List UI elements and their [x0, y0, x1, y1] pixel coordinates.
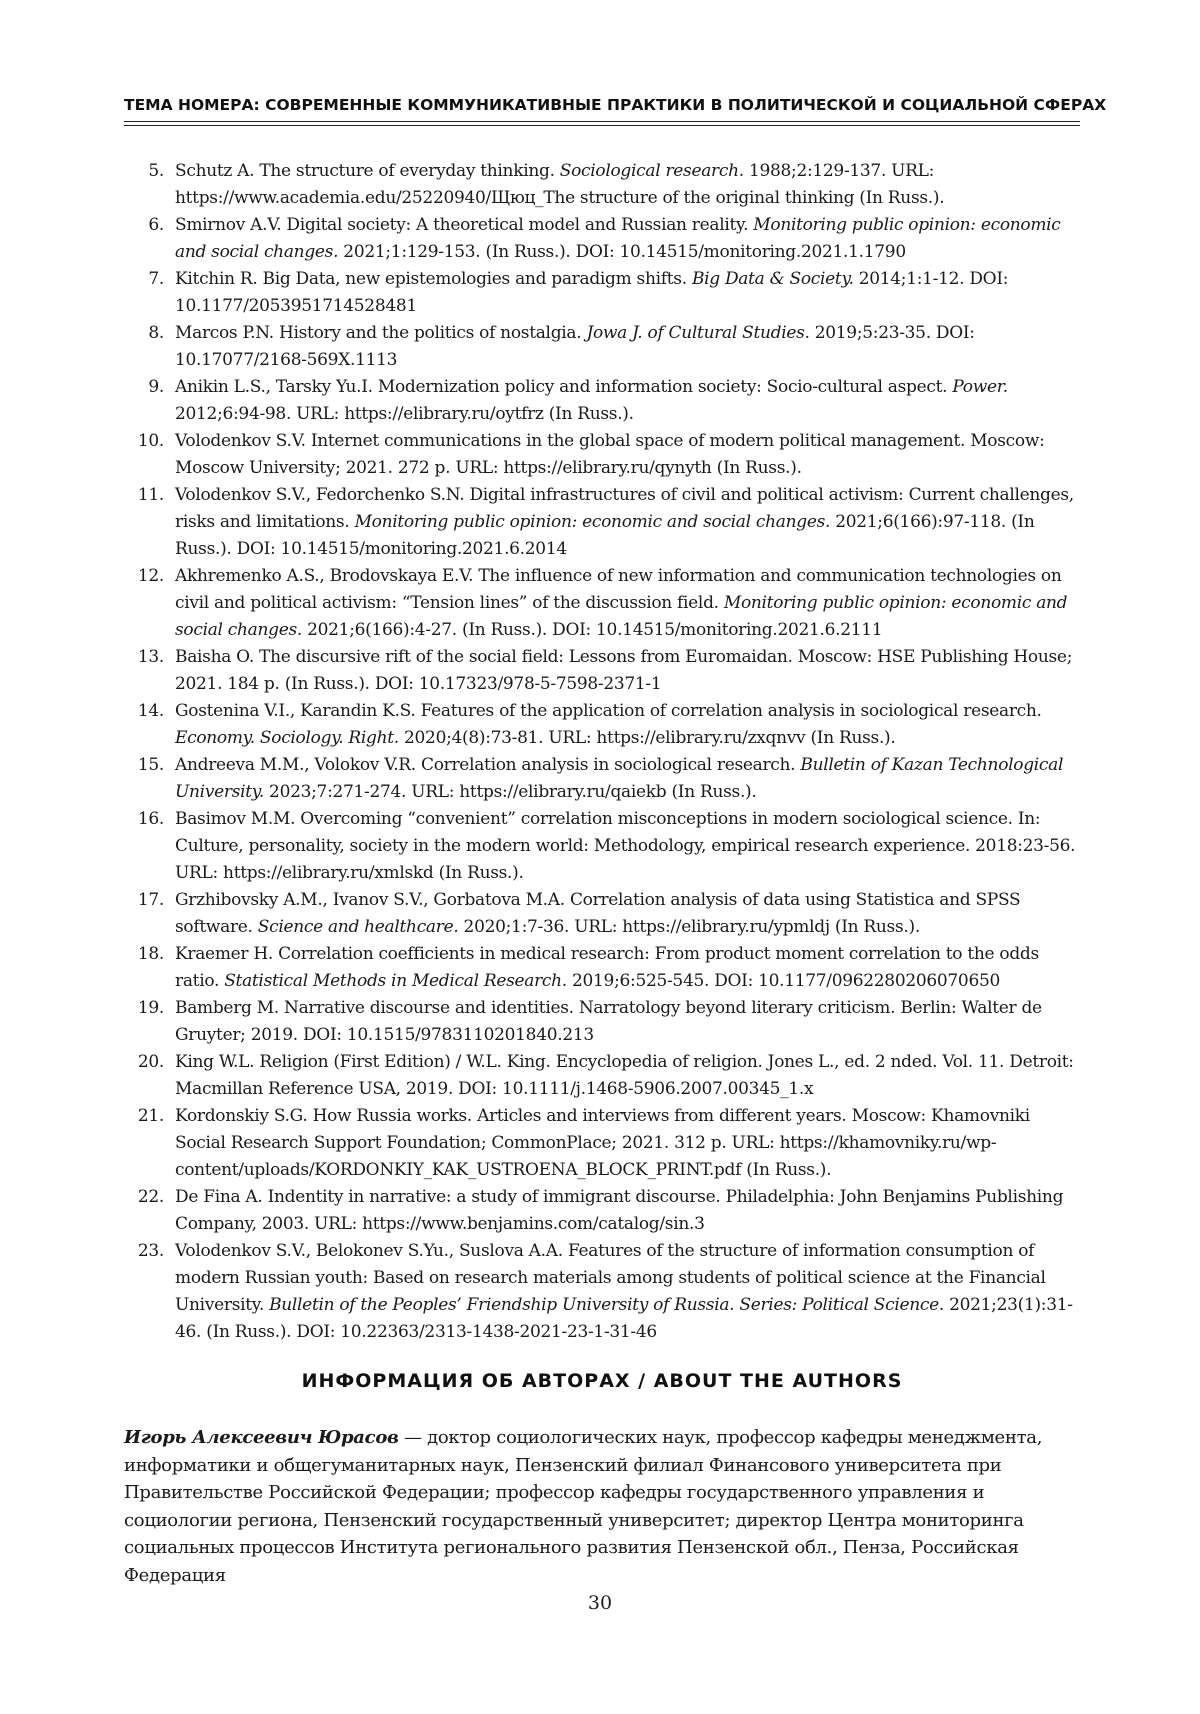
reference-text: Schutz A. The structure of everyday thinking. — [175, 161, 560, 181]
reference-number: 19. — [130, 995, 164, 1022]
reference-text: Anikin L.S., Tarsky Yu.I. Modernization policy and information society: Socio-cultural aspect. — [175, 377, 952, 397]
reference-text: Smirnov A.V. Digital society: A theoretical model and Russian reality. — [175, 215, 753, 235]
reference-number: 10. — [130, 428, 164, 455]
reference-item — [130, 1049, 1080, 1103]
reference-number: 12. — [130, 563, 164, 590]
reference-item — [130, 428, 1080, 482]
reference-number: 5. — [130, 158, 164, 185]
reference-source: Monitoring public opinion: economic and social changes. — [175, 593, 1067, 640]
reference-source: Bulletin of Kazan Technological University. — [175, 755, 1063, 802]
reference-item — [130, 1184, 1080, 1238]
reference-text: Kraemer H. Correlation coefficients in medical research: From product moment correlation to the odds ratio. — [175, 944, 1039, 991]
reference-item — [130, 374, 1080, 428]
reference-number: 20. — [130, 1049, 164, 1076]
reference-details: 2019;5:23-35. DOI: 10.17077/2168-569X.1113 — [175, 323, 975, 370]
reference-item — [130, 1103, 1080, 1184]
page-number: 30 — [0, 1592, 1200, 1614]
reference-item — [130, 941, 1080, 995]
reference-details: 2019;6:525-545. DOI: 10.1177/0962280206070650 — [567, 971, 1000, 991]
reference-number: 13. — [130, 644, 164, 671]
reference-text: Grzhibovsky A.M., Ivanov S.V., Gorbatova M.A. Correlation analysis of data using Statistica and SPSS software. — [175, 890, 1020, 937]
reference-item — [130, 266, 1080, 320]
reference-text: Bamberg M. Narrative discourse and identities. Narratology beyond literary criticism. Berlin: Walter de Gruyter; 2019. DOI: 10.1515/9783110201840.213 — [175, 998, 1042, 1045]
author-name: Игорь Алексеевич Юрасов — [124, 1427, 399, 1448]
reference-details: 2012;6:94-98. URL: https://elibrary.ru/oytfrz (In Russ.). — [175, 404, 634, 424]
reference-number: 6. — [130, 212, 164, 239]
reference-text: De Fina A. Indentity in narrative: a study of immigrant discourse. Philadelphia: John Benjamins Publishing Company, 2003. URL: https://www.benjamins.com/catalog/sin.3 — [175, 1187, 1063, 1234]
reference-number: 17. — [130, 887, 164, 914]
reference-source: Jowa J. of Cultural Studies. — [586, 323, 809, 343]
reference-item — [130, 212, 1080, 266]
reference-details: 2021;23(1):31-46. (In Russ.). DOI: 10.22363/2313-1438-2021-23-1-31-46 — [175, 1295, 1073, 1342]
reference-item — [130, 482, 1080, 563]
reference-item — [130, 995, 1080, 1049]
reference-text: King W.L. Religion (First Edition) / W.L. King. Encyclopedia of religion. Jones L., ed. 2 nded. Vol. 11. Detroit: Macmillan Reference USA, 2019. DOI: 10.1111/j.1468-5906.2007.00345_1.x — [175, 1052, 1074, 1099]
reference-source: Bulletin of the Peoples’ Friendship University of Russia. Series: Political Science. — [269, 1295, 944, 1315]
reference-text: Akhremenko A.S., Brodovskaya E.V. The influence of new information and communication technologies on civil and political activism: “Tension lines” of the discussion field. — [175, 566, 1062, 613]
reference-details: 2014;1:1-12. DOI: 10.1177/2053951714528481 — [175, 269, 1008, 316]
reference-details: 2021;6(166):97-118. (In Russ.). DOI: 10.14515/monitoring.2021.6.2014 — [175, 512, 1035, 559]
author-bio — [124, 1424, 1080, 1589]
reference-text: Kitchin R. Big Data, new epistemologies and paradigm shifts. — [175, 269, 692, 289]
reference-details: 2021;6(166):4-27. (In Russ.). DOI: 10.14515/monitoring.2021.6.2111 — [302, 620, 882, 640]
reference-number: 21. — [130, 1103, 164, 1130]
reference-text: Gostenina V.I., Karandin K.S. Features of the application of correlation analysis in sociological research. — [175, 701, 1042, 721]
reference-number: 23. — [130, 1238, 164, 1265]
reference-item — [130, 698, 1080, 752]
running-header — [124, 96, 1080, 114]
reference-source: Economy. Sociology. Right. — [175, 728, 399, 748]
header-rule-thick — [124, 121, 1080, 122]
running-header-title: ТЕМА НОМЕРА: СОВРЕМЕННЫЕ КОММУНИКАТИВНЫЕ ПРАКТИКИ В ПОЛИТИЧЕСКОЙ И СОЦИАЛЬНОЙ СФЕРАХ — [124, 96, 1080, 114]
reference-number: 22. — [130, 1184, 164, 1211]
reference-number: 9. — [130, 374, 164, 401]
reference-item — [130, 563, 1080, 644]
reference-source: Sociological research. — [560, 161, 744, 181]
reference-text: Volodenkov S.V. Internet communications in the global space of modern political management. Moscow: Moscow University; 2021. 272 p. URL: https://elibrary.ru/qynyth (In Russ.). — [175, 431, 1045, 478]
reference-number: 11. — [130, 482, 164, 509]
reference-source: Science and healthcare. — [258, 917, 459, 937]
reference-item — [130, 158, 1080, 212]
reference-text: Marcos P.N. History and the politics of nostalgia. — [175, 323, 586, 343]
reference-text: Andreeva M.M., Volokov V.R. Correlation analysis in sociological research. — [175, 755, 800, 775]
reference-number: 7. — [130, 266, 164, 293]
reference-details: 1988;2:129-137. URL: https://www.academia.edu/25220940/Щюц_The structure of the original thinking (In Russ.). — [175, 161, 944, 208]
reference-details: 2020;1:7-36. URL: https://elibrary.ru/ypmldj (In Russ.). — [458, 917, 919, 937]
authors-heading: ИНФОРМАЦИЯ ОБ АВТОРАХ / ABOUT THE AUTHORS — [124, 1370, 1080, 1392]
reference-text: Volodenkov S.V., Fedorchenko S.N. Digital infrastructures of civil and political activism: Current challenges, risks and limitations. — [175, 485, 1074, 532]
reference-item — [130, 752, 1080, 806]
reference-text: Volodenkov S.V., Belokonev S.Yu., Suslova A.A. Features of the structure of information consumption of modern Russian youth: Based on research materials among students of political science at the Financial University. — [175, 1241, 1046, 1315]
reference-list — [130, 158, 1080, 1346]
reference-source: Power. — [952, 377, 1007, 397]
reference-number: 16. — [130, 806, 164, 833]
reference-text: Baisha O. The discursive rift of the social field: Lessons from Euromaidan. Moscow: HSE Publishing House; 2021. 184 p. (In Russ.). DOI: 10.17323/978-5-7598-2371-1 — [175, 647, 1072, 694]
reference-number: 14. — [130, 698, 164, 725]
header-rule-thin — [124, 125, 1080, 126]
reference-text: Basimov M.M. Overcoming “convenient” correlation misconceptions in modern sociological science. In: Culture, personality, society in the modern world: Methodology, empirical research experience. 2018:23-56. URL: https://elibrary.ru/xmlskd (In Russ.). — [175, 809, 1075, 883]
reference-source: Monitoring public opinion: economic and social changes. — [355, 512, 831, 532]
reference-item — [130, 644, 1080, 698]
reference-item — [130, 1238, 1080, 1346]
reference-details: 2021;1:129-153. (In Russ.). DOI: 10.14515/monitoring.2021.1.1790 — [338, 242, 906, 262]
reference-number: 15. — [130, 752, 164, 779]
reference-source: Statistical Methods in Medical Research. — [224, 971, 567, 991]
reference-source: Big Data & Society. — [692, 269, 854, 289]
reference-number: 18. — [130, 941, 164, 968]
reference-number: 8. — [130, 320, 164, 347]
author-bio-text: — доктор социологических наук, профессор кафедры менеджмента, информатики и общегуманитарных наук, Пензенский филиал Финансового университета при Правительстве Российской Федерации; профессор кафедры государственного управления и социологии региона, Пензенский государственный университет; директор Центра мониторинга социальных процессов Института регионального развития Пензенской обл., Пенза, Российская Федерация — [124, 1427, 1042, 1586]
reference-text: Kordonskiy S.G. How Russia works. Articles and interviews from different years. Moscow: Khamovniki Social Research Support Foundation; CommonPlace; 2021. 312 p. URL: https://khamovniky.ru/wp-content/uploads/KORDONKIY_KAK_USTROENA_BLOCK_PRINT.pdf (In Russ.). — [175, 1106, 1030, 1180]
reference-details: 2020;4(8):73-81. URL: https://elibrary.ru/zxqnvv (In Russ.). — [399, 728, 896, 748]
reference-item — [130, 320, 1080, 374]
reference-details: 2023;7:271-274. URL: https://elibrary.ru/qaiekb (In Russ.). — [264, 782, 757, 802]
reference-item — [130, 887, 1080, 941]
reference-source: Monitoring public opinion: economic and social changes. — [175, 215, 1061, 262]
reference-item — [130, 806, 1080, 887]
